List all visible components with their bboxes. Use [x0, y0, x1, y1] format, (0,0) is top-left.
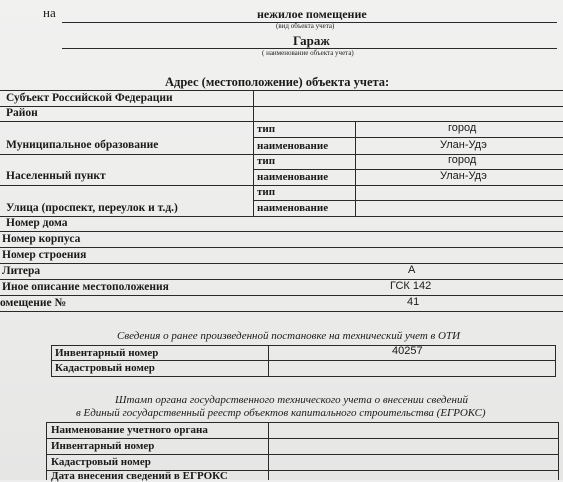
stamp-row-label: Инвентарный номер: [51, 440, 155, 452]
street-name-label: наименование: [257, 202, 329, 214]
address-line-bottom: [0, 311, 563, 312]
oti-divider: [268, 345, 269, 376]
address-line: [253, 169, 563, 170]
address-line-top: [0, 90, 563, 91]
stamp-row-label: Наименование учетного органа: [51, 424, 208, 436]
address-divider: [253, 90, 254, 216]
object-name-caption: ( наименование объекта учета): [262, 49, 354, 57]
na-label: на: [43, 5, 56, 20]
municipal-type-value: город: [448, 122, 477, 134]
structure-label: Номер строения: [2, 249, 87, 261]
address-line: [253, 200, 563, 201]
address-line: [0, 154, 563, 155]
oti-line-top: [51, 345, 556, 346]
house-label: Номер дома: [6, 217, 68, 229]
oti-line-bottom: [51, 376, 556, 377]
address-line: [0, 247, 563, 248]
stamp-row-label: Дата внесения сведений в ЕГРОКС: [51, 470, 228, 482]
settlement-type-label: тип: [257, 155, 276, 167]
stamp-border-left: [46, 422, 47, 480]
address-line: [253, 137, 563, 138]
stamp-divider: [268, 422, 269, 480]
stamp-line: [46, 438, 559, 439]
stamp-border-right: [558, 422, 559, 480]
municipal-name-label: наименование: [257, 140, 329, 152]
municipal-type-label: тип: [257, 123, 276, 135]
address-title: Адрес (местоположение) объекта учета:: [165, 75, 390, 89]
oti-border-right: [555, 345, 556, 376]
street-label: Улица (проспект, переулок и т.д.): [6, 202, 178, 214]
building-label: Номер корпуса: [2, 233, 81, 245]
settlement-label: Населенный пункт: [6, 170, 106, 182]
address-line: [0, 121, 563, 122]
oti-line: [51, 360, 556, 361]
settlement-type-value: город: [448, 154, 477, 166]
other-location-value: ГСК 142: [390, 280, 432, 292]
address-divider: [355, 121, 356, 216]
municipal-name-value: Улан-Удэ: [440, 139, 487, 151]
oti-inventory-value: 40257: [392, 345, 423, 357]
address-line: [0, 231, 563, 232]
street-type-label: тип: [257, 186, 276, 198]
address-line: [0, 279, 563, 280]
oti-border-left: [51, 345, 52, 376]
stamp-line-top: [46, 422, 559, 423]
object-kind: нежилое помещение: [257, 7, 367, 21]
district-label: Район: [6, 107, 38, 119]
oti-inventory-label: Инвентарный номер: [55, 347, 159, 359]
address-line: [0, 185, 563, 186]
stamp-title-line1: Штамп органа государственного технического учета о внесении сведений: [115, 394, 468, 406]
address-line: [0, 263, 563, 264]
oti-title: Сведения о ранее произведенной постановке на технический учет в ОТИ: [117, 330, 461, 342]
object-kind-caption: (вид объекта учета): [276, 22, 335, 30]
stamp-title-line2: в Единый государственный реестр объектов капитального строительства (ЕГРОКС): [76, 407, 486, 419]
settlement-name-label: наименование: [257, 171, 329, 183]
room-value: 41: [407, 296, 420, 308]
address-line: [0, 295, 563, 296]
settlement-name-value: Улан-Удэ: [440, 170, 487, 182]
object-name: Гараж: [293, 33, 330, 48]
stamp-row-label: Кадастровый номер: [51, 456, 151, 468]
stamp-line: [46, 454, 559, 455]
subject-label: Субъект Российской Федерации: [6, 92, 173, 104]
litera-value: А: [408, 264, 416, 276]
address-line: [0, 106, 563, 107]
room-label: омещение №: [0, 297, 67, 309]
oti-cadastral-label: Кадастровый номер: [55, 362, 155, 374]
municipal-label: Муниципальное образование: [6, 139, 159, 151]
other-location-label: Иное описание местоположения: [2, 281, 169, 293]
litera-label: Литера: [2, 265, 41, 277]
address-line: [0, 216, 563, 217]
